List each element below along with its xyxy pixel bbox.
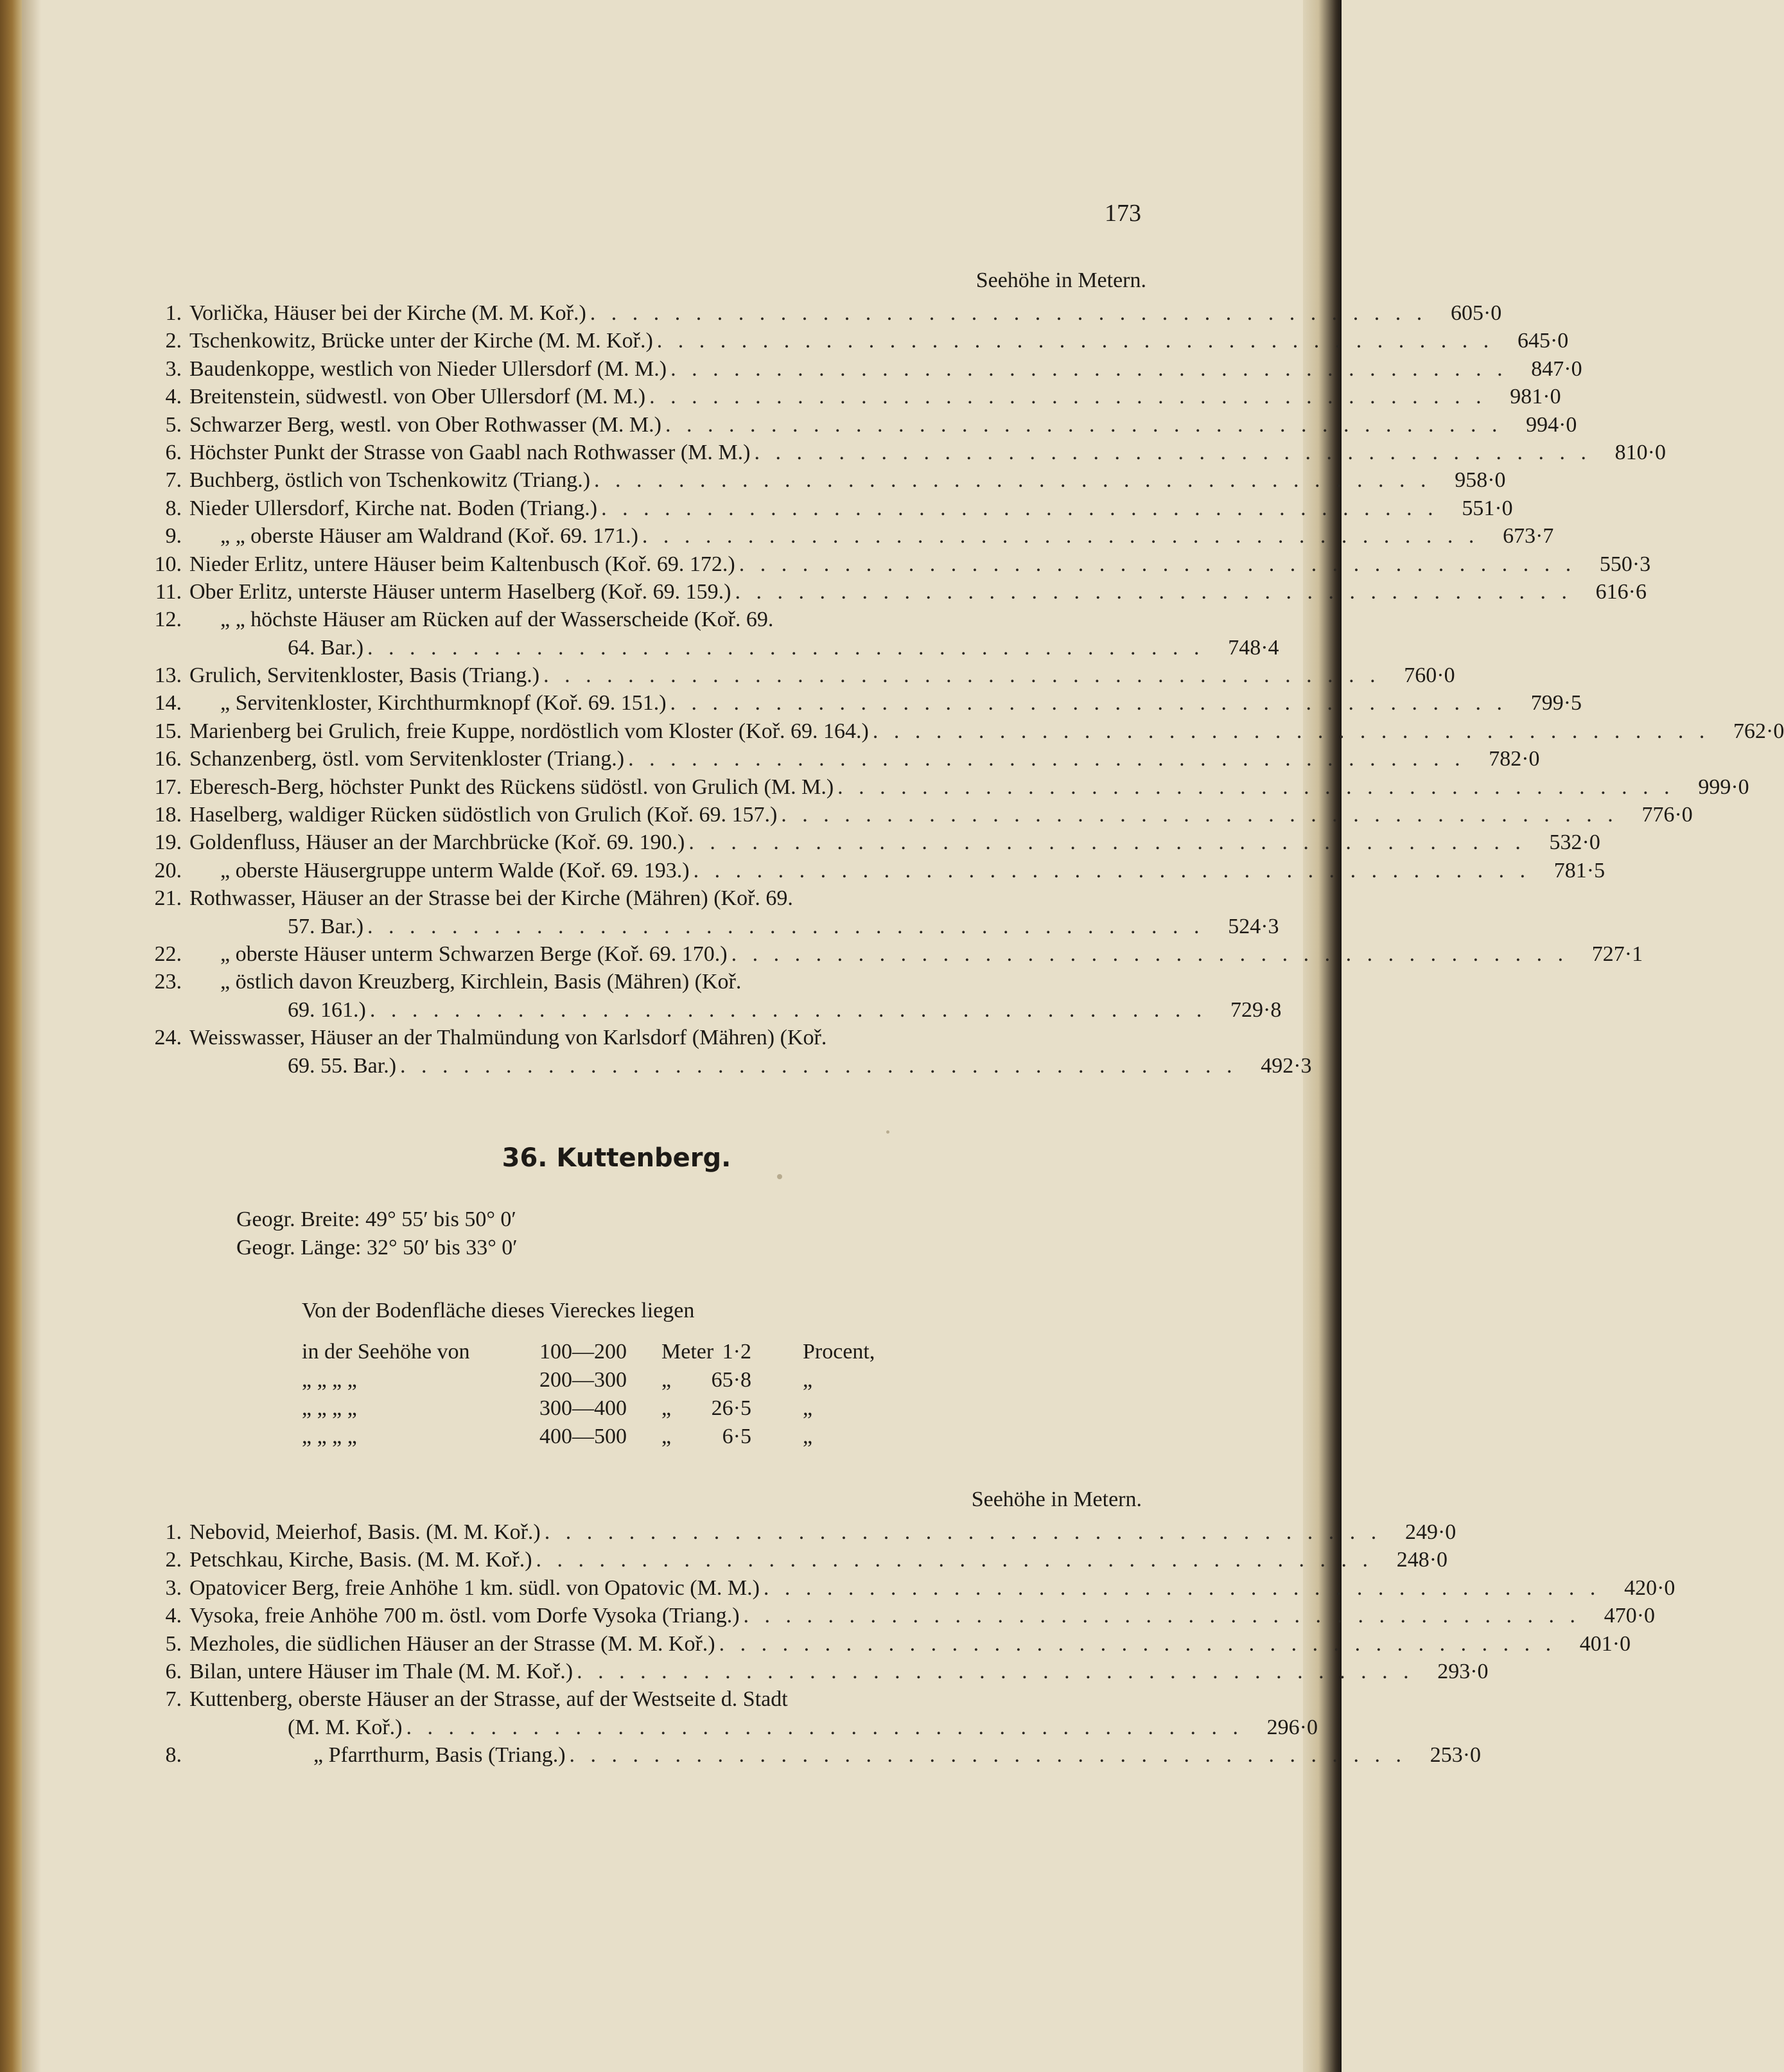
entry-text: Höchster Punkt der Strasse von Gaabl nach Rothwasser (M. M.) (189, 440, 751, 464)
leader-dots: . . . . . . . . . . . . . . . . . . . . . . . . . . . . . . . . . . . . . . . . (739, 552, 1577, 576)
entry-number: 6. (165, 440, 182, 464)
distribution-unit: „ (661, 1368, 672, 1392)
leader-dots: . . . . . . . . . . . . . . . . . . . . . . . . . . . . . . . . . . . . . . . . (594, 468, 1431, 493)
page-number: 173 (1105, 200, 1141, 227)
leader-dots: . . . . . . . . . . . . . . . . . . . . . . . . . . . . . . . . . . . . . . . . (735, 579, 1572, 604)
table1-entries (138, 299, 1784, 1080)
entry-text: Vorlička, Häuser bei der Kirche (M. M. Koř.) (189, 301, 586, 325)
entry-number: 20. (154, 858, 182, 882)
entry-text: Eberesch-Berg, höchster Punkt des Rückens südöstl. von Grulich (M. M.) (189, 775, 834, 799)
geo-breite-label: Geogr. Breite: (236, 1207, 360, 1231)
entry-elevation: 293·0 (1437, 1659, 1489, 1683)
table-row (138, 383, 1561, 410)
distribution-value: 65·8 (711, 1368, 751, 1392)
entry-text: Goldenfluss, Häuser an der Marchbrücke (Koř. 69. 190.) (189, 830, 685, 855)
entry-text: Schanzenberg, östl. vom Servitenkloster (Triang.) (189, 747, 625, 771)
table-row (138, 1518, 1456, 1546)
table-row (138, 634, 1279, 662)
entry-elevation: 762·0 (1733, 719, 1784, 743)
distribution-range: 200—300 (539, 1368, 627, 1392)
entry-elevation: 847·0 (1531, 356, 1582, 381)
entry-elevation: 605·0 (1450, 301, 1502, 325)
table-row (138, 578, 1647, 606)
table-row (138, 1658, 1489, 1685)
table-row (138, 411, 1577, 439)
entry-text: Marienberg bei Grulich, freie Kuppe, nordöstlich vom Kloster (Koř. 69. 164.) (189, 719, 869, 743)
distribution-range: 300—400 (539, 1396, 627, 1420)
entry-number: 3. (165, 356, 182, 381)
book-spine-edge (0, 0, 22, 2072)
geo-laenge-label: Geogr. Länge: (236, 1236, 362, 1260)
leader-dots: . . . . . . . . . . . . . . . . . . . . . . . . . . . . . . . . . . . . . . . . (577, 1659, 1414, 1683)
entry-text: Vysoka, freie Anhöhe 700 m. östl. vom Dorfe Vysoka (Triang.) (189, 1604, 740, 1628)
leader-dots: . . . . . . . . . . . . . . . . . . . . . . . . . . . . . . . . . . . . . . . . (693, 858, 1531, 882)
geo-breite-value: 49° 55′ bis 50° 0′ (365, 1207, 516, 1231)
table-row (138, 884, 1148, 912)
entry-text: Baudenkoppe, westlich von Nieder Ullersdorf (M. M.) (189, 356, 667, 381)
entry-text: 69. 55. Bar.) (288, 1053, 397, 1078)
entry-text: Nieder Erlitz, untere Häuser beim Kaltenbusch (Koř. 69. 172.) (189, 552, 735, 576)
entry-elevation: 673·7 (1503, 524, 1554, 549)
entry-elevation: 782·0 (1489, 747, 1540, 771)
table-row (138, 996, 1282, 1024)
leader-dots: . . . . . . . . . . . . . . . . . . . . . . . . . . . . . . . . . . . . . . . . (367, 914, 1205, 938)
distribution-suffix: „ (803, 1396, 813, 1420)
leader-dots: . . . . . . . . . . . . . . . . . . . . . . . . . . . . . . . . . . . . . . . . (590, 301, 1428, 325)
entry-number: 6. (165, 1659, 182, 1683)
entry-number: 8. (165, 1743, 182, 1768)
entry-elevation: 994·0 (1526, 412, 1577, 437)
entry-elevation: 532·0 (1549, 830, 1600, 855)
entry-text: Rothwasser, Häuser an der Strasse bei der Kirche (Mähren) (Koř. 69. (189, 886, 793, 911)
entry-elevation: 748·4 (1228, 635, 1279, 660)
table-row (138, 1546, 1448, 1574)
entry-number: 5. (165, 1631, 182, 1656)
table-row (138, 717, 1784, 745)
table-row (138, 940, 1643, 968)
leader-dots: . . . . . . . . . . . . . . . . . . . . . . . . . . . . . . . . . . . . . . . . (543, 663, 1381, 688)
entry-elevation: 760·0 (1404, 663, 1455, 688)
leader-dots: . . . . . . . . . . . . . . . . . . . . . . . . . . . . . . . . . . . . . . . . (406, 1715, 1243, 1739)
leader-dots: . . . . . . . . . . . . . . . . . . . . . . . . . . . . . . . . . . . . . . . . (754, 440, 1591, 464)
leader-dots: . . . . . . . . . . . . . . . . . . . . . . . . . . . . . . . . . . . . . . . . (731, 942, 1569, 966)
entry-text: „ oberste Häuser unterm Schwarzen Berge (Koř. 69. 170.) (220, 942, 728, 966)
table-row (138, 1602, 1656, 1629)
distribution-prefix: „ „ „ „ (302, 1425, 357, 1448)
entry-number: 23. (154, 970, 182, 994)
entry-number: 13. (154, 663, 182, 688)
entry-number: 7. (165, 1687, 182, 1712)
entry-number: 17. (154, 775, 182, 799)
entry-number: 4. (165, 1604, 182, 1628)
entry-number: 9. (165, 524, 182, 549)
entry-text: Mezholes, die südlichen Häuser an der Strasse (M. M. Koř.) (189, 1631, 715, 1656)
table-row (138, 689, 1582, 717)
entry-text: (M. M. Koř.) (288, 1715, 403, 1739)
leader-dots: . . . . . . . . . . . . . . . . . . . . . . . . . . . . . . . . . . . . . . . . (872, 719, 1710, 743)
entry-text: 64. Bar.) (288, 635, 364, 660)
table-row (138, 439, 1666, 466)
entry-number: 11. (155, 579, 182, 604)
entry-text: Kuttenberg, oberste Häuser an der Strasse, auf der Westseite d. Stadt (189, 1687, 788, 1712)
distribution-value: 1·2 (722, 1340, 751, 1364)
table-row (138, 550, 1651, 578)
entry-number: 7. (165, 468, 182, 493)
distribution-prefix: in der Seehöhe von (302, 1340, 470, 1364)
entry-elevation: 470·0 (1604, 1604, 1656, 1628)
table-row (138, 1630, 1631, 1658)
leader-dots: . . . . . . . . . . . . . . . . . . . . . . . . . . . . . . . . . . . . . . . . (670, 356, 1508, 381)
table2-column-header: Seehöhe in Metern. (971, 1488, 1142, 1511)
distribution-suffix: Procent, (803, 1340, 875, 1364)
table-row (138, 1574, 1675, 1602)
entry-number: 3. (165, 1576, 182, 1600)
entry-elevation: 492·3 (1261, 1053, 1312, 1078)
entry-number: 8. (165, 496, 182, 520)
entry-elevation: 799·5 (1530, 691, 1582, 716)
entry-text: Nebovid, Meierhof, Basis. (M. M. Koř.) (189, 1520, 541, 1544)
leader-dots: . . . . . . . . . . . . . . . . . . . . . . . . . . . . . . . . . . . . . . . . (781, 803, 1618, 827)
leader-dots: . . . . . . . . . . . . . . . . . . . . . . . . . . . . . . . . . . . . . . . . (569, 1743, 1407, 1768)
entry-elevation: 296·0 (1266, 1715, 1318, 1739)
leader-dots: . . . . . . . . . . . . . . . . . . . . . . . . . . . . . . . . . . . . . . . . (656, 329, 1494, 353)
geo-laenge (236, 1236, 518, 1260)
distribution-unit: Meter (661, 1340, 714, 1364)
entry-elevation: 645·0 (1517, 329, 1569, 353)
entry-elevation: 253·0 (1430, 1743, 1482, 1768)
distribution-prefix: „ „ „ „ (302, 1396, 357, 1420)
table-row (138, 1714, 1318, 1741)
table-row (138, 745, 1540, 773)
entry-elevation: 616·6 (1595, 579, 1647, 604)
paper-speck (886, 1130, 889, 1134)
table-row (138, 1052, 1312, 1080)
distribution-value: 26·5 (711, 1396, 751, 1420)
leader-dots: . . . . . . . . . . . . . . . . . . . . . . . . . . . . . . . . . . . . . . . . (400, 1053, 1237, 1078)
distribution-unit: „ (661, 1396, 672, 1420)
leader-dots: . . . . . . . . . . . . . . . . . . . . . . . . . . . . . . . . . . . . . . . . (628, 747, 1465, 771)
distribution-suffix: „ (803, 1425, 813, 1448)
entry-elevation: 248·0 (1396, 1548, 1448, 1572)
table-row (138, 1741, 1482, 1769)
entry-number: 21. (154, 886, 182, 911)
table-row (138, 829, 1600, 856)
table-row (138, 1685, 1148, 1713)
leader-dots: . . . . . . . . . . . . . . . . . . . . . . . . . . . . . . . . . . . . . . . . (367, 635, 1205, 660)
leader-dots: . . . . . . . . . . . . . . . . . . . . . . . . . . . . . . . . . . . . . . . . (601, 496, 1439, 520)
leader-dots: . . . . . . . . . . . . . . . . . . . . . . . . . . . . . . . . . . . . . . . . (719, 1631, 1557, 1656)
entry-text: Buchberg, östlich von Tschenkowitz (Triang.) (189, 468, 591, 493)
geo-breite (236, 1207, 516, 1232)
entry-text: Grulich, Servitenkloster, Basis (Triang.) (189, 663, 540, 688)
leader-dots: . . . . . . . . . . . . . . . . . . . . . . . . . . . . . . . . . . . . . . . . (649, 385, 1487, 409)
entry-elevation: 401·0 (1579, 1631, 1631, 1656)
table-row (138, 1024, 1148, 1051)
entry-number: 12. (154, 608, 182, 632)
entry-elevation: 810·0 (1614, 440, 1666, 464)
entry-text: Weisswasser, Häuser an der Thalmündung von Karlsdorf (Mähren) (Koř. (189, 1026, 827, 1050)
table-row (138, 968, 1148, 996)
entry-number: 16. (154, 747, 182, 771)
table-row (138, 606, 1148, 633)
entry-elevation: 958·0 (1455, 468, 1506, 493)
entry-elevation: 781·5 (1553, 858, 1605, 882)
leader-dots: . . . . . . . . . . . . . . . . . . . . . . . . . . . . . . . . . . . . . . . . (665, 412, 1503, 437)
entry-text: Ober Erlitz, unterste Häuser unterm Haselberg (Koř. 69. 159.) (189, 579, 731, 604)
distribution-value: 6·5 (722, 1425, 751, 1448)
table1-column-header: Seehöhe in Metern. (975, 268, 1146, 292)
entry-elevation: 776·0 (1641, 803, 1693, 827)
leader-dots: . . . . . . . . . . . . . . . . . . . . . . . . . . . . . . . . . . . . . . . . (642, 524, 1480, 549)
entry-elevation: 249·0 (1404, 1520, 1456, 1544)
entry-number: 22. (154, 942, 182, 966)
table-row (138, 495, 1513, 522)
table-row (138, 355, 1582, 383)
leader-dots: . . . . . . . . . . . . . . . . . . . . . . . . . . . . . . . . . . . . . . . . (743, 1604, 1581, 1628)
distribution-range: 400—500 (539, 1425, 627, 1448)
table-row (138, 522, 1554, 550)
leader-dots: . . . . . . . . . . . . . . . . . . . . . . . . . . . . . . . . . . . . . . . . (688, 830, 1526, 855)
distribution-intro: Von der Bodenfläche dieses Viereckes liegen (302, 1299, 695, 1322)
distribution-unit: „ (661, 1425, 672, 1448)
table-row (138, 773, 1749, 801)
entry-number: 2. (165, 329, 182, 353)
entry-number: 24. (154, 1026, 182, 1050)
table-row (138, 801, 1693, 829)
leader-dots: . . . . . . . . . . . . . . . . . . . . . . . . . . . . . . . . . . . . . . . . (536, 1548, 1374, 1572)
table-row (138, 466, 1506, 494)
entry-number: 2. (165, 1548, 182, 1572)
entry-text: Opatovicer Berg, freie Anhöhe 1 km. südl. von Opatovic (M. M.) (189, 1576, 760, 1600)
table-row (138, 327, 1569, 355)
leader-dots: . . . . . . . . . . . . . . . . . . . . . . . . . . . . . . . . . . . . . . . . (837, 775, 1675, 799)
entry-number: 14. (154, 691, 182, 716)
entry-text: „ östlich davon Kreuzberg, Kirchlein, Basis (Mähren) (Koř. (220, 970, 742, 994)
entry-number: 1. (165, 1520, 182, 1544)
entry-number: 1. (165, 301, 182, 325)
table-row (138, 299, 1502, 327)
paper-speck (777, 1174, 782, 1179)
entry-elevation: 524·3 (1228, 914, 1279, 938)
table-row (138, 857, 1605, 884)
geo-laenge-value: 32° 50′ bis 33° 0′ (367, 1236, 518, 1260)
table2-entries (138, 1518, 1675, 1769)
entry-elevation: 550·3 (1599, 552, 1651, 576)
entry-number: 5. (165, 412, 182, 437)
entry-text: Petschkau, Kirche, Basis. (M. M. Koř.) (189, 1548, 532, 1572)
entry-number: 15. (154, 719, 182, 743)
entry-text: Tschenkowitz, Brücke unter der Kirche (M. M. Koř.) (189, 329, 653, 353)
entry-text: „ „ oberste Häuser am Waldrand (Koř. 69. 171.) (220, 524, 638, 549)
section-title: 36. Kuttenberg. (502, 1143, 731, 1173)
table-row (138, 662, 1455, 689)
entry-elevation: 729·8 (1230, 997, 1282, 1022)
entry-text: „ „ höchste Häuser am Rücken auf der Wasserscheide (Koř. 69. (220, 608, 774, 632)
entry-text: „ oberste Häusergruppe unterm Walde (Koř. 69. 193.) (220, 858, 690, 882)
entry-text: Schwarzer Berg, westl. von Ober Rothwasser (M. M.) (189, 412, 661, 437)
entry-number: 10. (154, 552, 182, 576)
leader-dots: . . . . . . . . . . . . . . . . . . . . . . . . . . . . . . . . . . . . . . . . (763, 1576, 1601, 1600)
entry-elevation: 551·0 (1462, 496, 1513, 520)
entry-number: 18. (154, 803, 182, 827)
entry-number: 19. (154, 830, 182, 855)
entry-text: Bilan, untere Häuser im Thale (M. M. Koř.) (189, 1659, 573, 1683)
leader-dots: . . . . . . . . . . . . . . . . . . . . . . . . . . . . . . . . . . . . . . . . (670, 691, 1508, 716)
entry-text: Nieder Ullersdorf, Kirche nat. Boden (Triang.) (189, 496, 598, 520)
entry-text: Breitenstein, südwestl. von Ober Ullersdorf (M. M.) (189, 385, 646, 409)
entry-text: 57. Bar.) (288, 914, 364, 938)
leader-dots: . . . . . . . . . . . . . . . . . . . . . . . . . . . . . . . . . . . . . . . . (544, 1520, 1382, 1544)
entry-number: 4. (165, 385, 182, 409)
distribution-range: 100—200 (539, 1340, 627, 1364)
entry-elevation: 727·1 (1591, 942, 1643, 966)
gutter-shadow (22, 0, 41, 2072)
entry-text: 69. 161.) (288, 997, 366, 1022)
distribution-suffix: „ (803, 1368, 813, 1392)
entry-elevation: 999·0 (1698, 775, 1749, 799)
entry-text: Haselberg, waldiger Rücken südöstlich von Grulich (Koř. 69. 157.) (189, 803, 778, 827)
entry-text: „ Servitenkloster, Kirchthurmknopf (Koř. 69. 151.) (220, 691, 667, 716)
entry-elevation: 981·0 (1510, 385, 1561, 409)
distribution-prefix: „ „ „ „ (302, 1368, 357, 1392)
entry-elevation: 420·0 (1624, 1576, 1675, 1600)
entry-text: „ Pfarrthurm, Basis (Triang.) (313, 1743, 566, 1768)
leader-dots: . . . . . . . . . . . . . . . . . . . . . . . . . . . . . . . . . . . . . . . . (369, 997, 1207, 1022)
table-row (138, 913, 1279, 940)
